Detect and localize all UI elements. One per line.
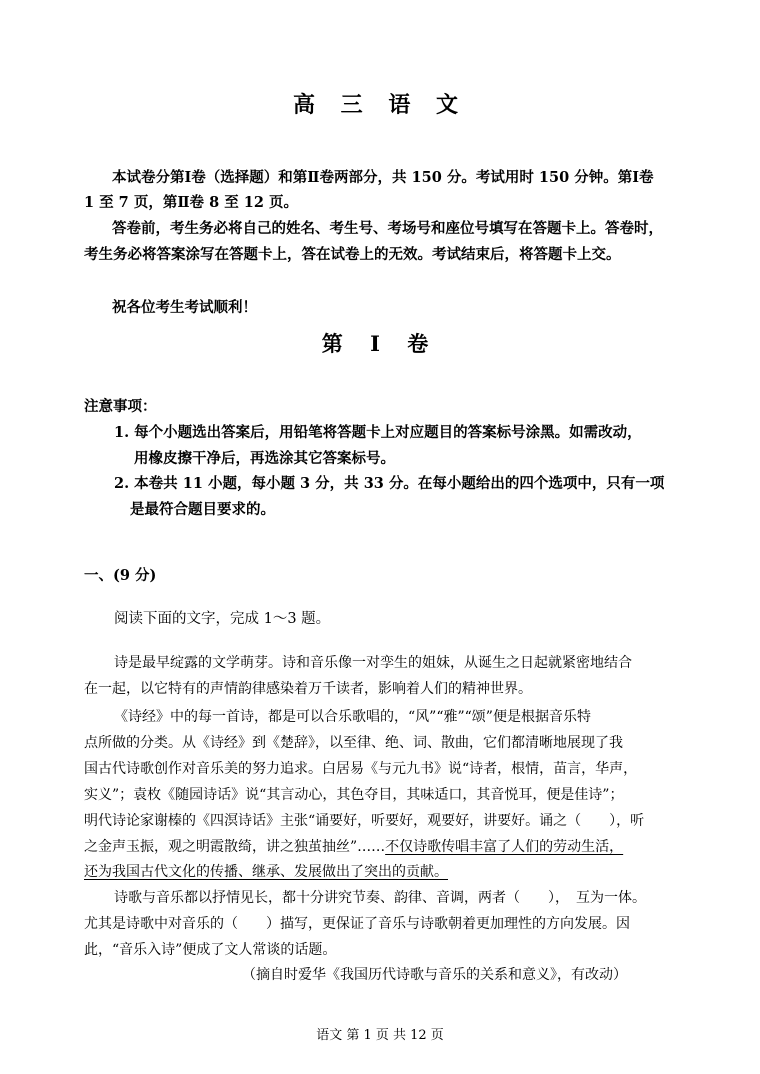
- intro-line-4: 考生务必将答案涂写在答题卡上，答在试卷上的无效。考试结束后，将答题卡上交。: [84, 246, 621, 263]
- good-luck-wish: 祝各位考生考试顺利！: [112, 299, 257, 316]
- page-footer: 语文 第 1 页 共 12 页: [316, 1028, 444, 1043]
- notes-heading: 注意事项：: [84, 398, 157, 415]
- passage-line: 国古代诗歌创作对音乐美的努力追求。白居易《与元九书》说“诗者，根情，苗言，华声，: [84, 761, 638, 777]
- intro-line-3: 答卷前，考生务必将自己的姓名、考生号、考场号和座位号填写在答题卡上。答卷时，: [112, 220, 663, 237]
- passage-line: 实义”；袁枚《随园诗话》说“其言动心，其色夺目，其味适口，其音悦耳，便是佳诗”；: [84, 787, 624, 803]
- part1-heading: 一、(9 分): [84, 567, 157, 584]
- passage-source: （摘自时爱华《我国历代诗歌与音乐的关系和意义》，有改动）: [242, 967, 627, 983]
- passage-line: 明代诗论家谢榛的《四溟诗话》主张“诵要好，听要好，观要好，讲要好。诵之（ ），听: [84, 813, 645, 829]
- passage-line: 诗歌与音乐都以抒情见长，都十分讲究节奏、韵律、音调，两者（ ）， 互为一体。: [114, 890, 646, 906]
- intro-line-1: 本试卷分第Ⅰ卷（选择题）和第Ⅱ卷两部分，共 150 分。考试用时 150 分钟。第Ⅰ卷: [112, 169, 654, 186]
- passage-line: 点所做的分类。从《诗经》到《楚辞》，以至律、绝、词、散曲，它们都清晰地展现了我: [84, 735, 623, 751]
- section-title: 第 Ⅰ 卷: [321, 331, 439, 356]
- intro-line-2: 1 至 7 页，第Ⅱ卷 8 至 12 页。: [84, 194, 299, 211]
- passage-text: 之金声玉振，观之明霞散绮，讲之独茧抽丝”……: [84, 839, 386, 855]
- underlined-sentence-continued: 还为我国古代文化的传播、继承、发展做出了突出的贡献。: [84, 864, 448, 880]
- page-title: 高 三 语 文: [293, 92, 467, 118]
- underlined-sentence: 不仅诗歌传唱丰富了人们的劳动生活，: [385, 839, 624, 855]
- note-item-2-line-2: 是最符合题目要求的。: [130, 501, 275, 518]
- passage-line: 此，“音乐入诗”便成了文人常谈的话题。: [84, 942, 337, 958]
- passage-line: 《诗经》中的每一首诗，都是可以合乐歌唱的，“风”“雅”“颂”便是根据音乐特: [114, 709, 591, 725]
- passage-line: 尤其是诗歌中对音乐的（ ）描写，更保证了音乐与诗歌朝着更加理性的方向发展。因: [84, 916, 630, 932]
- passage-line: [84, 836, 623, 856]
- part1-instruction: 阅读下面的文字，完成 1～3 题。: [114, 611, 331, 627]
- passage-line: 诗是最早绽露的文学萌芽。诗和音乐像一对孪生的姐妹，从诞生之日起就紧密地结合: [114, 655, 632, 671]
- note-item-1-line-2: 用橡皮擦干净后，再选涂其它答案标号。: [134, 450, 395, 467]
- passage-line: 在一起，以它特有的声情韵律感染着万千读者，影响着人们的精神世界。: [84, 681, 532, 697]
- note-item-2-line-1: 2. 本卷共 11 小题，每小题 3 分，共 33 分。在每小题给出的四个选项中，只有一项: [114, 475, 665, 492]
- note-item-1-line-1: 1. 每个小题选出答案后，用铅笔将答题卡上对应题目的答案标号涂黑。如需改动，: [114, 424, 642, 441]
